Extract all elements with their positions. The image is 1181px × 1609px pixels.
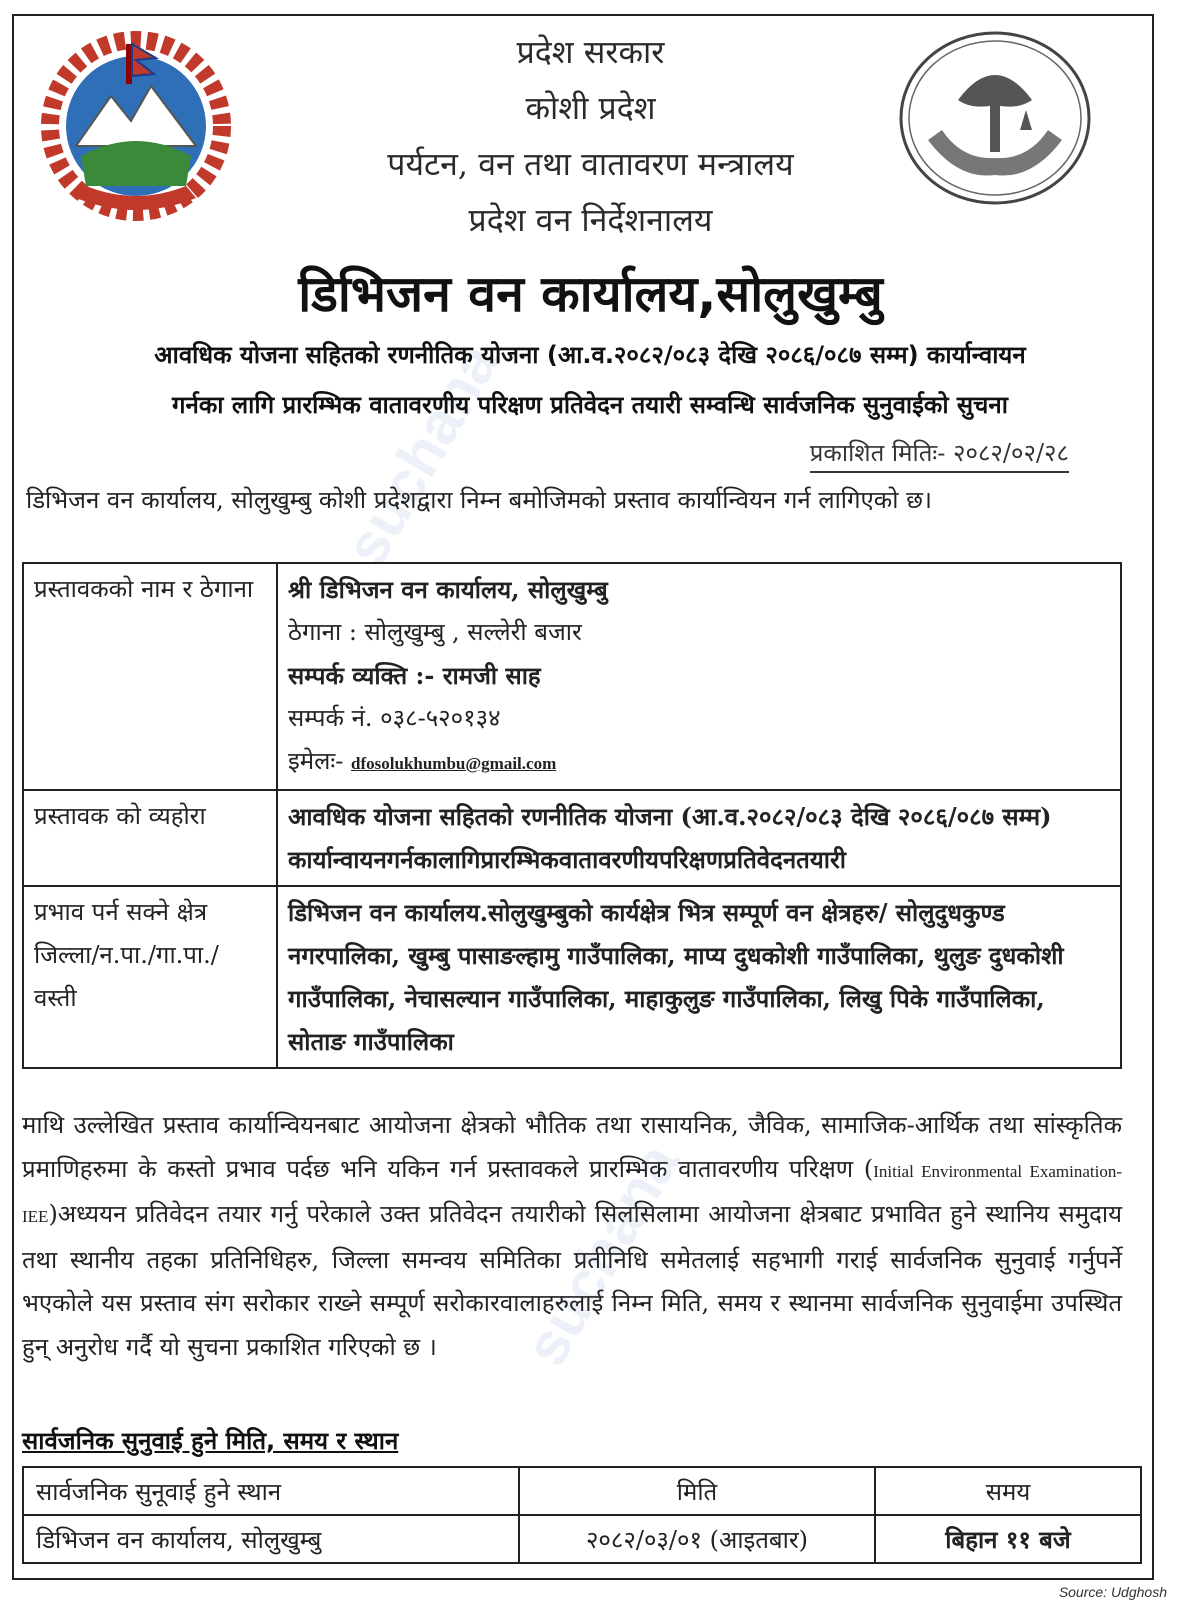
proposer-name: श्री डिभिजन वन कार्यालय, सोलुखुम्बु — [288, 575, 608, 604]
watermark: suchana — [331, 332, 512, 577]
email-label: इमेलः- — [288, 747, 344, 775]
notice-body — [22, 1104, 1122, 1370]
proposer-details — [277, 563, 1121, 790]
proposal-details — [277, 790, 1121, 886]
affected-area-text: डिभिजन वन कार्यालय.सोलुखुम्बुको कार्यक्षेत्र भित्र सम्पूर्ण वन क्षेत्रहरु/ सोलुदुधकुण्ड नगरपालिका, खुम्बु पासाङल्हामु गाउँपालिका, माप्य दुधकोशी गाउँपालिका, थुलुङ दुधकोशी गाउँपालिका, नेचासल्यान गाउँपालिका, माहाकुलुङ गाउँपालिका, लिखु पिके गाउँपालिका, सोताङ गाउँपालिका — [277, 886, 1121, 1068]
proposer-address: ठेगाना : सोलुखुम्बु , सल्लेरी बजार — [288, 618, 582, 646]
table-row — [23, 790, 1121, 886]
government-name: प्रदेश सरकार — [516, 33, 665, 71]
notice-subtitle-line2: गर्नका लागि प्रारम्भिक वातावरणीय परिक्षण प्रतिवेदन तयारी सम्वन्धि सार्वजनिक सुनुवाईको सुचना — [172, 391, 1008, 419]
province-name: कोशी प्रदेश — [525, 89, 656, 127]
proposal-text: आवधिक योजना सहितको रणनीतिक योजना (आ.व.२०८२/०८३ देखि २०८६/०८७ सम्म) — [288, 802, 1052, 831]
notice-body-part2: )अध्ययन प्रतिवेदन तयार गर्नु परेकाले उक्त प्रतिवेदन तयारीको सिलसिलामा आयोजना क्षेत्रबाट प्रभावित हुने स्थानिय समुदाय तथा स्थानीय तहका प्रतिनिधिहरु, जिल्ला समन्वय समितिका प्रतीनिधि समेतलाई सहभागी गराई सार्वजनिक सुनुवाई गर्नुपर्ने भएकोले यस प्रस्ताव संग सरोकार राख्ने सम्पूर्ण सरोकारवालाहरुलाई निम्न मिति, समय र स्थानमा सार्वजनिक सुनुवाईमा उपस्थित हुन् अनुरोध गर्दै यो सुचना प्रकाशित गरिएको छ । — [22, 1200, 1122, 1361]
notice-subtitle-line1: आवधिक योजना सहितको रणनीतिक योजना (आ.व.२०८२/०८३ देखि २०८६/०८७ सम्म) कार्यान्वायन — [154, 341, 1026, 369]
directorate-name: प्रदेश वन निर्देशनालय — [468, 201, 713, 239]
header-time: समय — [875, 1467, 1141, 1515]
table-row — [23, 886, 1121, 1068]
contact-person: सम्पर्क व्यक्ति :- रामजी साह — [288, 661, 541, 690]
notice-body-part1: माथि उल्लेखित प्रस्ताव कार्यान्वियनबाट आयोजना क्षेत्रको भौतिक तथा रासायनिक, जैविक, सामाजिक-आर्थिक तथा सांस्कृतिक प्रमाणिहरुमा के कस्तो प्रभाव पर्दछ भनि यकिन गर्न प्रस्तावकले प्रारम्भिक वातावरणीय परिक्षण ( — [22, 1111, 1122, 1183]
email-link[interactable]: dfosolukhumbu@gmail.com — [351, 754, 557, 773]
affected-area-label: प्रभाव पर्न सक्ने क्षेत्र जिल्ला/न.पा./गा.पा./ वस्ती — [23, 886, 277, 1068]
watermark: suchana — [511, 1132, 692, 1377]
contact-phone: सम्पर्क नं. ०३८-५२०१३४ — [288, 704, 501, 732]
hearing-time: बिहान ११ बजे — [875, 1515, 1141, 1563]
published-date: प्रकाशित मितिः- २०८२/०२/२८ — [810, 436, 1069, 473]
header-date: मिति — [519, 1467, 875, 1515]
proposer-label: प्रस्तावकको नाम र ठेगाना — [23, 563, 277, 790]
iee-english-term: Initial Environmental Examination-IEE — [22, 1161, 1122, 1227]
header-venue: सार्वजनिक सुनूवाई हुने स्थान — [23, 1467, 519, 1515]
schedule-title: सार्वजनिक सुनुवाई हुने मिति, समय र स्थान — [22, 1427, 399, 1455]
proposal-label: प्रस्तावक को व्यहोरा — [23, 790, 277, 886]
proposal-text-2: कार्यान्वायनगर्नकालागिप्रारम्भिकवातावरणीयपरिक्षणप्रतिवेदनतयारी — [288, 845, 846, 874]
table-row — [23, 563, 1121, 790]
source-credit: Source: Udghosh — [1058, 1584, 1167, 1600]
office-title: डिभिजन वन कार्यालय,सोलुखुम्बु — [298, 265, 883, 323]
ministry-name: पर्यटन, वन तथा वातावरण मन्त्रालय — [387, 145, 794, 183]
proposal-info-table — [22, 562, 1122, 1069]
email-line — [288, 740, 1110, 785]
hearing-schedule-table — [22, 1466, 1142, 1564]
table-row — [23, 1515, 1141, 1563]
hearing-date: २०८२/०३/०१ (आइतबार) — [519, 1515, 875, 1563]
intro-text: डिभिजन वन कार्यालय, सोलुखुम्बु कोशी प्रदेशद्वारा निम्न बमोजिमको प्रस्ताव कार्यान्वियन गर्न लागिएको छ। — [26, 486, 933, 514]
table-header-row — [23, 1467, 1141, 1515]
hearing-venue: डिभिजन वन कार्यालय, सोलुखुम्बु — [23, 1515, 519, 1563]
